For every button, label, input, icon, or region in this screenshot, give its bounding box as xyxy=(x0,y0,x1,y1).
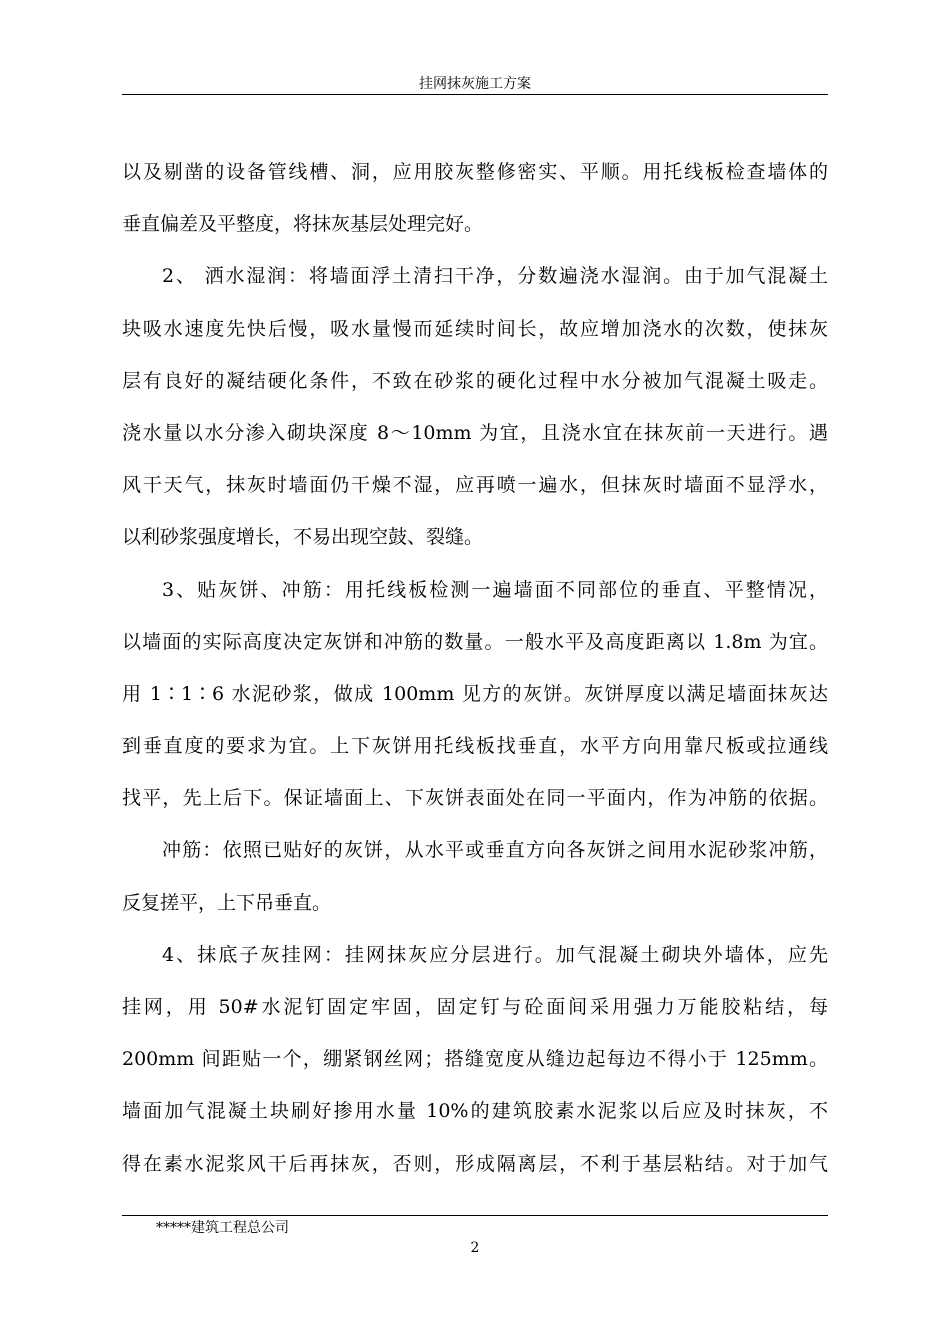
footer-divider xyxy=(122,1215,828,1216)
body-line: 2、 洒水湿润：将墙面浮土清扫干净，分数遍浇水湿润。由于加气混凝土 xyxy=(162,265,828,288)
header-divider xyxy=(122,94,828,95)
body-line: 以墙面的实际高度决定灰饼和冲筋的数量。一般水平及高度距离以 1.8m 为宜。 xyxy=(122,630,828,653)
body-line: 风干天气，抹灰时墙面仍干燥不湿，应再喷一遍水，但抹灰时墙面不显浮水， xyxy=(122,474,828,497)
page-number: 2 xyxy=(470,1240,480,1256)
body-line: 冲筋：依照已贴好的灰饼，从水平或垂直方向各灰饼之间用水泥砂浆冲筋， xyxy=(162,839,828,862)
document-body xyxy=(122,146,828,1190)
body-line: 找平，先上后下。保证墙面上、下灰饼表面处在同一平面内，作为冲筋的依据。 xyxy=(122,787,828,810)
body-line: 反复搓平，上下吊垂直。 xyxy=(122,891,332,914)
body-line: 到垂直度的要求为宜。上下灰饼用托线板找垂直，水平方向用靠尺板或拉通线 xyxy=(122,735,828,758)
footer-company-name: *****建筑工程总公司 xyxy=(156,1220,289,1236)
body-line: 用 1∶1∶6 水泥砂浆，做成 100mm 见方的灰饼。灰饼厚度以满足墙面抹灰达 xyxy=(122,682,828,705)
body-line: 4、抹底子灰挂网：挂网抹灰应分层进行。加气混凝土砌块外墙体，应先 xyxy=(162,943,828,966)
body-line: 层有良好的凝结硬化条件，不致在砂浆的硬化过程中水分被加气混凝土吸走。 xyxy=(122,369,828,392)
body-line: 得在素水泥浆风干后再抹灰，否则，形成隔离层，不利于基层粘结。对于加气 xyxy=(122,1152,828,1175)
body-line: 挂网，用 50#水泥钉固定牢固，固定钉与砼面间采用强力万能胶粘结，每 xyxy=(122,996,828,1018)
body-line: 浇水量以水分渗入砌块深度 8～10mm 为宜，且浇水宜在抹灰前一天进行。遇 xyxy=(122,421,828,444)
body-line: 以及剔凿的设备管线槽、洞，应用胶灰整修密实、平顺。用托线板检查墙体的 xyxy=(122,161,828,183)
body-line: 以利砂浆强度增长，不易出现空鼓、裂缝。 xyxy=(122,526,484,549)
body-line: 200mm 间距贴一个，绷紧钢丝网；搭缝宽度从缝边起每边不得小于 125mm。 xyxy=(122,1048,828,1071)
body-line: 墙面加气混凝土块刷好掺用水量 10%的建筑胶素水泥浆以后应及时抹灰，不 xyxy=(122,1100,828,1123)
body-line: 3、贴灰饼、冲筋：用托线板检测一遍墙面不同部位的垂直、平整情况， xyxy=(162,578,828,601)
body-line: 块吸水速度先快后慢，吸水量慢而延续时间长，故应增加浇水的次数，使抹灰 xyxy=(122,317,828,340)
page-header-title: 挂网抹灰施工方案 xyxy=(419,76,531,92)
body-line: 垂直偏差及平整度，将抹灰基层处理完好。 xyxy=(122,213,484,236)
